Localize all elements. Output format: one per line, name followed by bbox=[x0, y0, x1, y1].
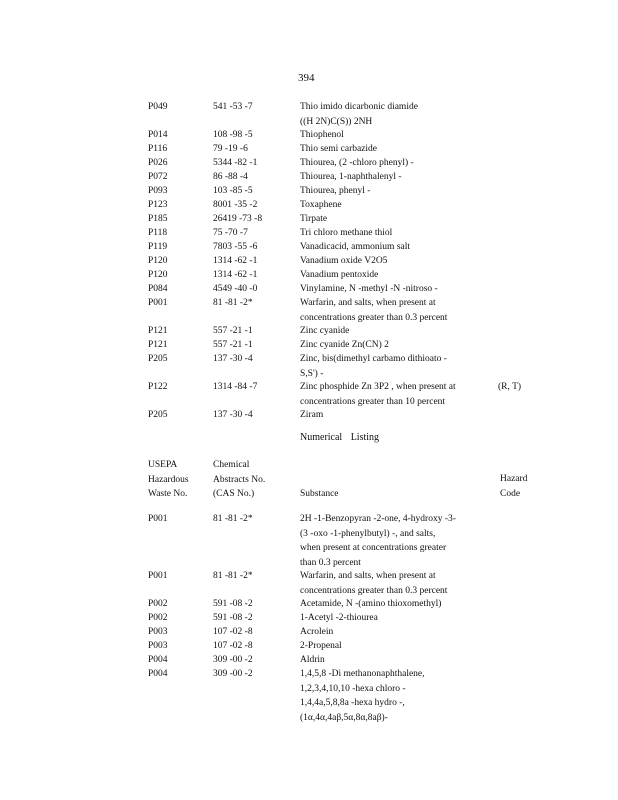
substance-name bbox=[300, 597, 495, 612]
cas-number: 591 -08 -2 bbox=[213, 613, 253, 623]
waste-code: P003 bbox=[148, 627, 168, 637]
cas-number: 81 -81 -2* bbox=[213, 514, 253, 524]
substance-line: Aldrin bbox=[300, 655, 325, 665]
substance-name bbox=[300, 611, 495, 626]
substance-line: 2-Propenal bbox=[300, 641, 342, 651]
substance-line: ((H 2N)C(S)) 2NH bbox=[300, 116, 373, 127]
cas-number: 1314 -84 -7 bbox=[213, 382, 258, 392]
header-waste-no bbox=[148, 458, 189, 502]
substance-line: Ziram bbox=[300, 410, 324, 420]
cas-number: 557 -21 -1 bbox=[213, 326, 253, 336]
substance-line: Acetamide, N -(amino thioxomethyl) bbox=[300, 599, 442, 609]
substance-name bbox=[300, 128, 495, 143]
substance-name bbox=[300, 212, 495, 227]
waste-code: P049 bbox=[148, 102, 168, 112]
substance-line: Warfarin, and salts, when present at bbox=[300, 571, 436, 581]
substance-name bbox=[300, 324, 495, 339]
substance-line: Toxaphene bbox=[300, 200, 342, 210]
substance-line: Vanadium pentoxide bbox=[300, 270, 379, 280]
substance-line: concentrations greater than 0.3 percent bbox=[300, 585, 448, 596]
header-line: Chemical bbox=[213, 460, 250, 470]
substance-line: Zinc, bis(dimethyl carbamo dithioato - bbox=[300, 354, 447, 364]
substance-line: Thiophenol bbox=[300, 130, 344, 140]
substance-name bbox=[300, 184, 495, 199]
substance-name bbox=[300, 338, 495, 353]
cas-number: 4549 -40 -0 bbox=[213, 284, 258, 294]
substance-line: Vanadium oxide V2O5 bbox=[300, 256, 388, 266]
waste-code: P205 bbox=[148, 410, 168, 420]
cas-number: 79 -19 -6 bbox=[213, 144, 248, 154]
header-line: Substance bbox=[300, 489, 339, 499]
page-number: 394 bbox=[298, 72, 315, 84]
header-hazard-code bbox=[500, 472, 527, 501]
substance-name bbox=[300, 352, 495, 381]
substance-name bbox=[300, 639, 495, 654]
hazard-code: (R, T) bbox=[498, 382, 522, 392]
waste-code: P004 bbox=[148, 655, 168, 665]
substance-line: Zinc phosphide Zn 3P2 , when present at bbox=[300, 382, 456, 392]
waste-code: P185 bbox=[148, 214, 168, 224]
header-cas-no bbox=[213, 458, 265, 502]
substance-line: when present at concentrations greater bbox=[300, 543, 447, 553]
cas-number: 26419 -73 -8 bbox=[213, 214, 263, 224]
substance-line: S,S') - bbox=[300, 368, 324, 379]
waste-code: P001 bbox=[148, 514, 168, 524]
cas-number: 103 -85 -5 bbox=[213, 186, 253, 196]
substance-line: concentrations greater than 10 percent bbox=[300, 396, 446, 407]
waste-code: P002 bbox=[148, 613, 168, 623]
substance-name bbox=[300, 282, 495, 297]
substance-line: (1α,4α,4aβ,5α,8α,8aβ)- bbox=[300, 712, 388, 723]
cas-number: 557 -21 -1 bbox=[213, 340, 253, 350]
cas-number: 591 -08 -2 bbox=[213, 599, 253, 609]
substance-name bbox=[300, 268, 495, 283]
waste-code: P072 bbox=[148, 172, 168, 182]
waste-code: P002 bbox=[148, 599, 168, 609]
section-title: Numerical Listing bbox=[300, 432, 380, 443]
waste-code: P122 bbox=[148, 382, 168, 392]
substance-name bbox=[300, 653, 495, 668]
header-substance bbox=[300, 487, 339, 502]
substance-name bbox=[300, 296, 495, 325]
header-line: Code bbox=[500, 488, 521, 499]
cas-number: 137 -30 -4 bbox=[213, 354, 253, 364]
substance-line: Tri chloro methane thiol bbox=[300, 228, 393, 238]
waste-code: P084 bbox=[148, 284, 168, 294]
substance-name bbox=[300, 380, 495, 409]
cas-number: 107 -02 -8 bbox=[213, 641, 253, 651]
substance-line: Vinylamine, N -methyl -N -nitroso - bbox=[300, 284, 438, 294]
substance-name bbox=[300, 100, 495, 129]
substance-line: Thiourea, 1-naphthalenyl - bbox=[300, 172, 402, 182]
cas-number: 309 -00 -2 bbox=[213, 655, 253, 665]
waste-code: P001 bbox=[148, 571, 168, 581]
waste-code: P026 bbox=[148, 158, 168, 168]
cas-number: 108 -98 -5 bbox=[213, 130, 253, 140]
substance-name bbox=[300, 170, 495, 185]
cas-number: 107 -02 -8 bbox=[213, 627, 253, 637]
waste-code: P003 bbox=[148, 641, 168, 651]
waste-code: P004 bbox=[148, 669, 168, 679]
cas-number: 541 -53 -7 bbox=[213, 102, 253, 112]
cas-number: 309 -00 -2 bbox=[213, 669, 253, 679]
substance-name bbox=[300, 198, 495, 213]
substance-name bbox=[300, 142, 495, 157]
substance-line: Thio imido dicarbonic diamide bbox=[300, 102, 418, 112]
waste-code: P121 bbox=[148, 326, 168, 336]
substance-line: (3 -oxo -1-phenylbutyl) -, and salts, bbox=[300, 528, 436, 539]
header-line: Hazard bbox=[500, 474, 528, 484]
substance-line: 2H -1-Benzopyran -2-one, 4-hydroxy -3- bbox=[300, 514, 456, 524]
substance-line: 1,4,4a,5,8,8a -hexa hydro -, bbox=[300, 698, 405, 708]
cas-number: 5344 -82 -1 bbox=[213, 158, 258, 168]
cas-number: 81 -81 -2* bbox=[213, 571, 253, 581]
substance-name bbox=[300, 226, 495, 241]
waste-code: P116 bbox=[148, 144, 168, 154]
substance-line: Warfarin, and salts, when present at bbox=[300, 298, 436, 308]
substance-line: Zinc cyanide Zn(CN) 2 bbox=[300, 340, 389, 350]
cas-number: 81 -81 -2* bbox=[213, 298, 253, 308]
waste-code: P120 bbox=[148, 270, 168, 280]
waste-code: P121 bbox=[148, 340, 168, 350]
waste-code: P205 bbox=[148, 354, 168, 364]
substance-line: Thiourea, phenyl - bbox=[300, 186, 371, 196]
substance-name bbox=[300, 240, 495, 255]
cas-number: 7803 -55 -6 bbox=[213, 242, 258, 252]
header-line: Waste No. bbox=[148, 489, 188, 499]
substance-line: 1-Acetyl -2-thiourea bbox=[300, 613, 378, 623]
waste-code: P093 bbox=[148, 186, 168, 196]
substance-name bbox=[300, 408, 495, 423]
substance-line: Zinc cyanide bbox=[300, 326, 350, 336]
substance-line: 1,2,3,4,10,10 -hexa chloro - bbox=[300, 683, 406, 694]
substance-line: Acrolein bbox=[300, 627, 334, 637]
header-line: Abstracts No. bbox=[213, 474, 266, 485]
waste-code: P123 bbox=[148, 200, 168, 210]
substance-name bbox=[300, 667, 495, 725]
substance-name bbox=[300, 254, 495, 269]
cas-number: 86 -88 -4 bbox=[213, 172, 248, 182]
cas-number: 8001 -35 -2 bbox=[213, 200, 258, 210]
cas-number: 1314 -62 -1 bbox=[213, 270, 258, 280]
substance-line: Tirpate bbox=[300, 214, 328, 224]
substance-line: Thio semi carbazide bbox=[300, 144, 378, 154]
cas-number: 137 -30 -4 bbox=[213, 410, 253, 420]
substance-name bbox=[300, 625, 495, 640]
substance-line: than 0.3 percent bbox=[300, 557, 361, 568]
header-line: Hazardous bbox=[148, 474, 189, 485]
waste-code: P120 bbox=[148, 256, 168, 266]
cas-number: 75 -70 -7 bbox=[213, 228, 248, 238]
substance-name bbox=[300, 569, 495, 598]
substance-line: Thiourea, (2 -chloro phenyl) - bbox=[300, 158, 414, 168]
header-line: USEPA bbox=[148, 460, 178, 470]
waste-code: P001 bbox=[148, 298, 168, 308]
substance-line: 1,4,5,8 -Di methanonaphthalene, bbox=[300, 669, 425, 679]
waste-code: P118 bbox=[148, 228, 168, 238]
cas-number: 1314 -62 -1 bbox=[213, 256, 258, 266]
waste-code: P014 bbox=[148, 130, 168, 140]
substance-name bbox=[300, 156, 495, 171]
substance-line: concentrations greater than 0.3 percent bbox=[300, 312, 448, 323]
header-line: (CAS No.) bbox=[213, 489, 255, 499]
waste-code: P119 bbox=[148, 242, 168, 252]
substance-name bbox=[300, 512, 495, 570]
substance-line: Vanadicacid, ammonium salt bbox=[300, 242, 411, 252]
